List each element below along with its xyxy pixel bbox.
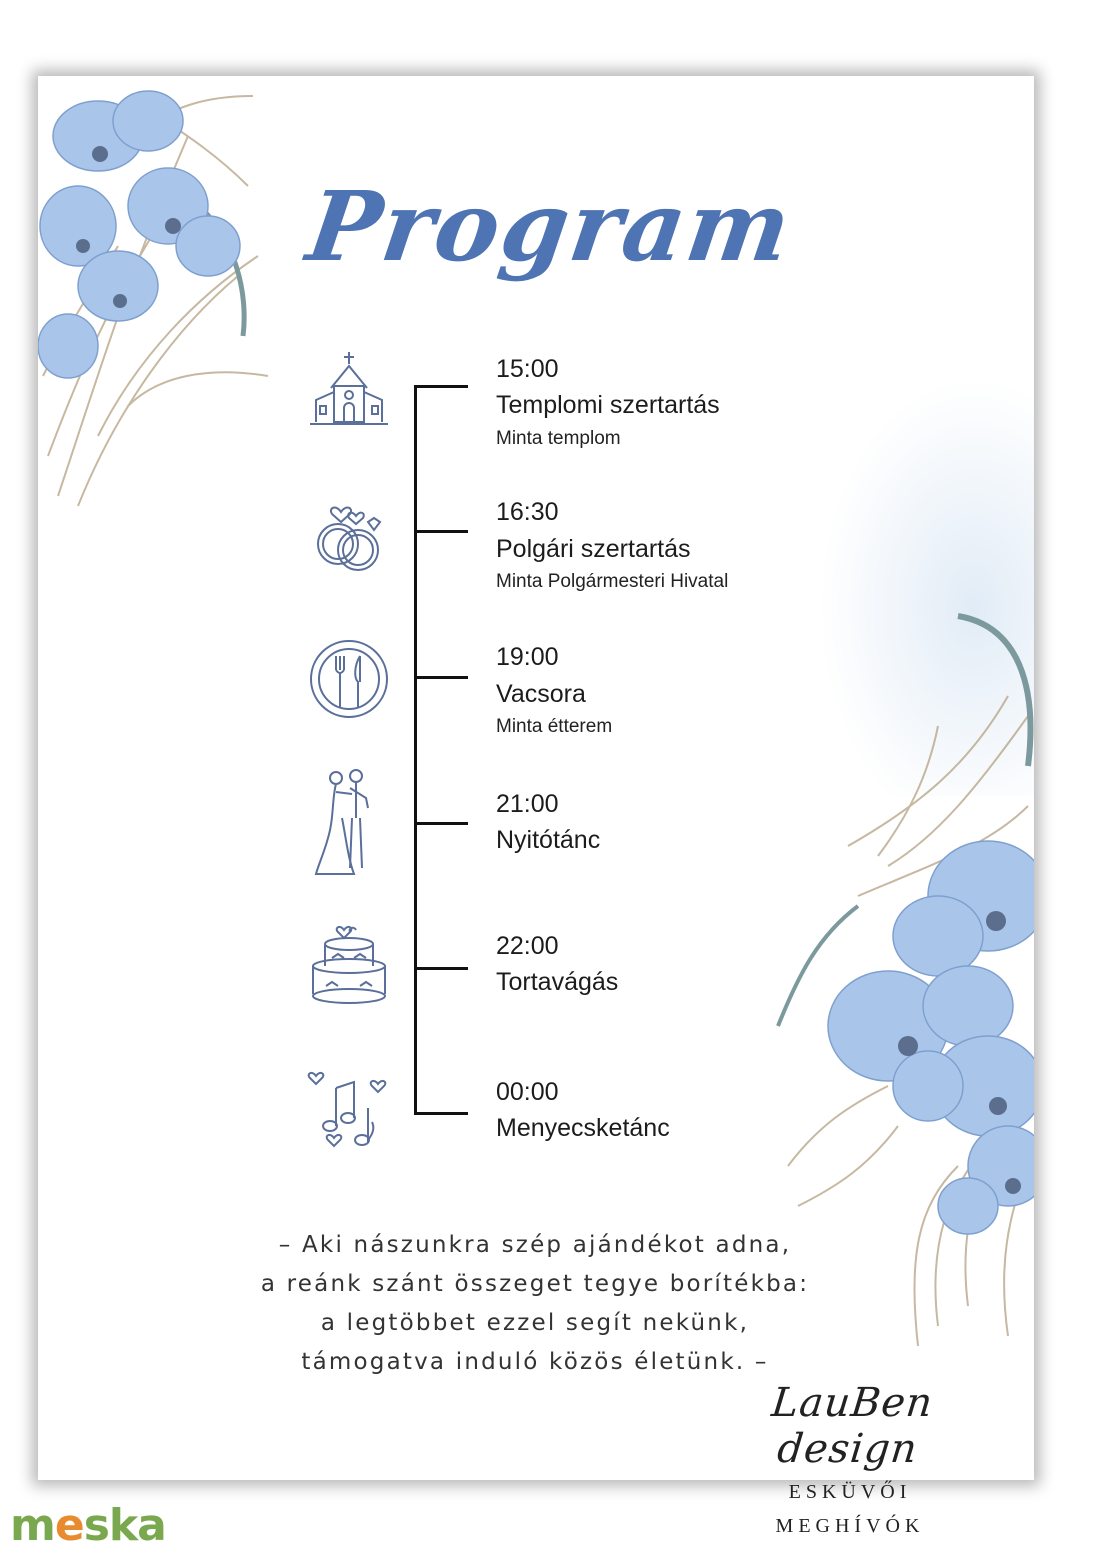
event-name: Templomi szertartás — [496, 391, 720, 419]
music-notes-hearts-icon — [306, 1068, 392, 1154]
orchid-bouquet-top-left — [38, 76, 278, 516]
verse-line: támogatva induló közös életünk. – — [301, 1349, 769, 1375]
watermark-part: ska — [83, 1500, 166, 1551]
event-place: Minta templom — [496, 428, 621, 449]
event-name: Tortavágás — [496, 968, 619, 996]
event-time: 00:00 — [496, 1078, 559, 1106]
event-place: Minta Polgármesteri Hivatal — [496, 571, 729, 592]
event-name: Polgári szertartás — [496, 535, 691, 563]
verse-line: a legtöbbet ezzel segít nekünk, — [320, 1310, 750, 1336]
event-time: 21:00 — [496, 790, 559, 818]
event-time: 15:00 — [496, 355, 559, 383]
program-title: Program — [300, 170, 800, 283]
timeline-tick — [414, 530, 468, 533]
event-name: Vacsora — [496, 680, 586, 708]
watermark-accent: e — [54, 1500, 84, 1551]
meska-watermark-logo — [10, 1500, 166, 1551]
event-time: 19:00 — [496, 643, 559, 671]
timeline-tick — [414, 967, 468, 970]
timeline-line — [414, 386, 417, 1114]
event-name: Menyecsketánc — [496, 1114, 670, 1142]
event-time: 16:30 — [496, 498, 559, 526]
dancing-couple-icon — [306, 768, 392, 878]
timeline-tick — [414, 1112, 468, 1115]
brand-script: LauBen design — [769, 1380, 936, 1472]
verse-line: a reánk szánt összeget tegye borítékba: — [260, 1271, 810, 1297]
watermark-part: m — [10, 1500, 55, 1551]
designer-logo — [700, 1380, 1000, 1540]
timeline-tick — [414, 822, 468, 825]
event-place: Minta étterem — [496, 716, 613, 737]
event-time: 22:00 — [496, 932, 559, 960]
gift-verse — [0, 1226, 1070, 1382]
event-name: Nyitótánc — [496, 826, 601, 854]
timeline-tick — [414, 385, 468, 388]
verse-line: – Aki nászunkra szép ajándékot adna, — [278, 1232, 792, 1258]
brand-subtitle-2: MEGHÍVÓK — [775, 1515, 925, 1537]
wedding-cake-icon — [306, 922, 392, 1008]
timeline-tick — [414, 676, 468, 679]
brand-subtitle-1: ESKÜVŐI — [788, 1481, 912, 1503]
wedding-rings-icon — [306, 492, 392, 578]
plate-cutlery-icon — [306, 636, 392, 722]
church-icon — [306, 350, 392, 436]
